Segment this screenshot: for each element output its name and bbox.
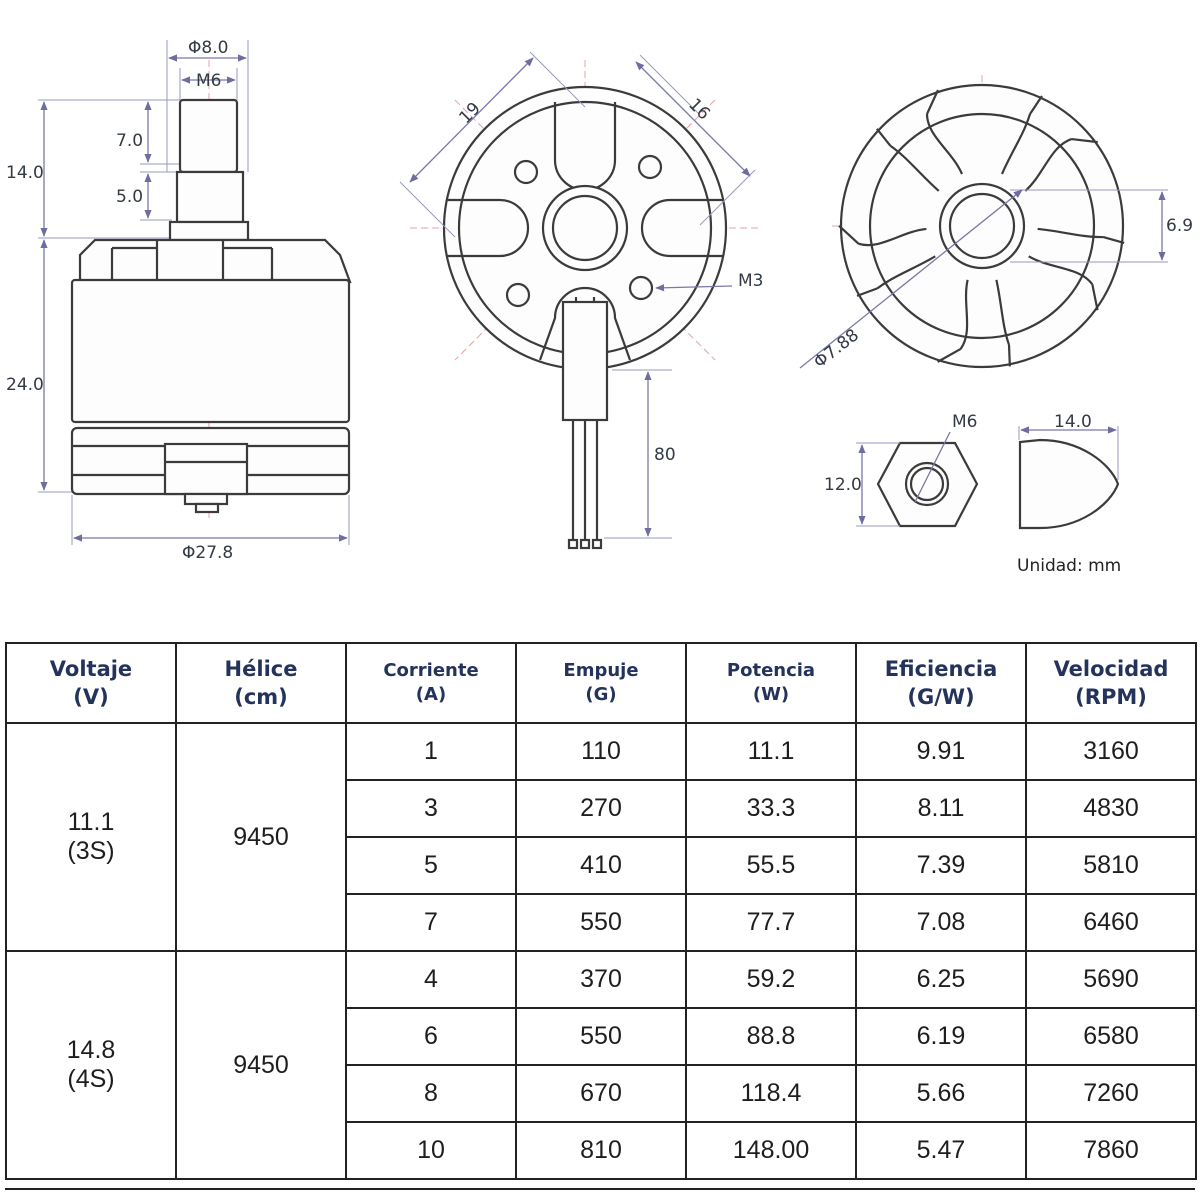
propeller-cell: 9450: [176, 951, 346, 1179]
speed-cell: 6460: [1026, 894, 1196, 951]
unit-note: Unidad: mm: [1017, 556, 1122, 576]
thrust-cell: 370: [516, 951, 686, 1008]
label-nut-width: 12.0: [824, 475, 862, 495]
current-cell: 4: [346, 951, 516, 1008]
label-height-lower: 5.0: [116, 187, 144, 207]
table-row: [6, 723, 1196, 780]
thrust-cell: 410: [516, 837, 686, 894]
label-height-upper: 7.0: [116, 131, 144, 151]
current-cell: 3: [346, 780, 516, 837]
speed-cell: 5810: [1026, 837, 1196, 894]
header-thrust: Empuje (G): [516, 643, 686, 723]
thrust-cell: 550: [516, 1008, 686, 1065]
efficiency-cell: 7.08: [856, 894, 1026, 951]
label-cap-length: 14.0: [1054, 412, 1092, 432]
top-view: [800, 75, 1193, 373]
efficiency-cell: 9.91: [856, 723, 1026, 780]
efficiency-cell: 7.39: [856, 837, 1026, 894]
current-cell: 5: [346, 837, 516, 894]
header-speed: Velocidad (RPM): [1026, 643, 1196, 723]
thrust-cell: 810: [516, 1122, 686, 1179]
power-cell: 118.4: [686, 1065, 856, 1122]
label-body-diameter: Φ27.8: [182, 543, 234, 563]
label-height-top: 14.0: [6, 163, 44, 183]
current-cell: 6: [346, 1008, 516, 1065]
speed-cell: 7860: [1026, 1122, 1196, 1179]
power-cell: 33.3: [686, 780, 856, 837]
cap-view: [1019, 412, 1118, 528]
efficiency-cell: 5.66: [856, 1065, 1026, 1122]
speed-cell: 7260: [1026, 1065, 1196, 1122]
label-shaft-diameter: Φ8.0: [188, 38, 229, 58]
power-cell: 59.2: [686, 951, 856, 1008]
speed-cell: 6580: [1026, 1008, 1196, 1065]
table-header-row: [6, 643, 1196, 723]
performance-table: [5, 642, 1197, 1180]
label-screw-m3: M3: [738, 271, 764, 291]
header-propeller: Hélice (cm): [176, 643, 346, 723]
label-height-body: 24.0: [6, 375, 44, 395]
label-dim-16: 16: [684, 94, 714, 125]
current-cell: 10: [346, 1122, 516, 1179]
voltage-cell: 11.1 (3S): [6, 723, 176, 951]
header-voltage: Voltaje (V): [6, 643, 176, 723]
speed-cell: 3160: [1026, 723, 1196, 780]
header-efficiency: Eficiencia (G/W): [856, 643, 1026, 723]
speed-cell: 4830: [1026, 780, 1196, 837]
power-cell: 11.1: [686, 723, 856, 780]
power-cell: 148.00: [686, 1122, 856, 1179]
label-nut-thread: M6: [952, 412, 978, 432]
efficiency-cell: 5.47: [856, 1122, 1026, 1179]
header-current: Corriente (A): [346, 643, 516, 723]
propeller-cell: 9450: [176, 723, 346, 951]
power-cell: 88.8: [686, 1008, 856, 1065]
voltage-cell: 14.8 (4S): [6, 951, 176, 1179]
efficiency-cell: 8.11: [856, 780, 1026, 837]
speed-cell: 5690: [1026, 951, 1196, 1008]
thrust-cell: 550: [516, 894, 686, 951]
current-cell: 8: [346, 1065, 516, 1122]
bottom-view: [400, 52, 763, 548]
current-cell: 1: [346, 723, 516, 780]
label-dim-19: 19: [455, 98, 485, 129]
power-cell: 77.7: [686, 894, 856, 951]
label-bore-diameter: Φ7.88: [810, 325, 863, 373]
label-bore-dim: 6.9: [1166, 216, 1194, 236]
nut-view: [824, 412, 977, 526]
side-view: [6, 38, 350, 563]
label-shaft-thread: M6: [196, 71, 222, 91]
header-power: Potencia (W): [686, 643, 856, 723]
label-lead-length: 80: [654, 445, 676, 465]
thrust-cell: 110: [516, 723, 686, 780]
thrust-cell: 670: [516, 1065, 686, 1122]
bottom-divider: [5, 1188, 1195, 1190]
power-cell: 55.5: [686, 837, 856, 894]
efficiency-cell: 6.19: [856, 1008, 1026, 1065]
efficiency-cell: 6.25: [856, 951, 1026, 1008]
table-row: [6, 951, 1196, 1008]
thrust-cell: 270: [516, 780, 686, 837]
current-cell: 7: [346, 894, 516, 951]
